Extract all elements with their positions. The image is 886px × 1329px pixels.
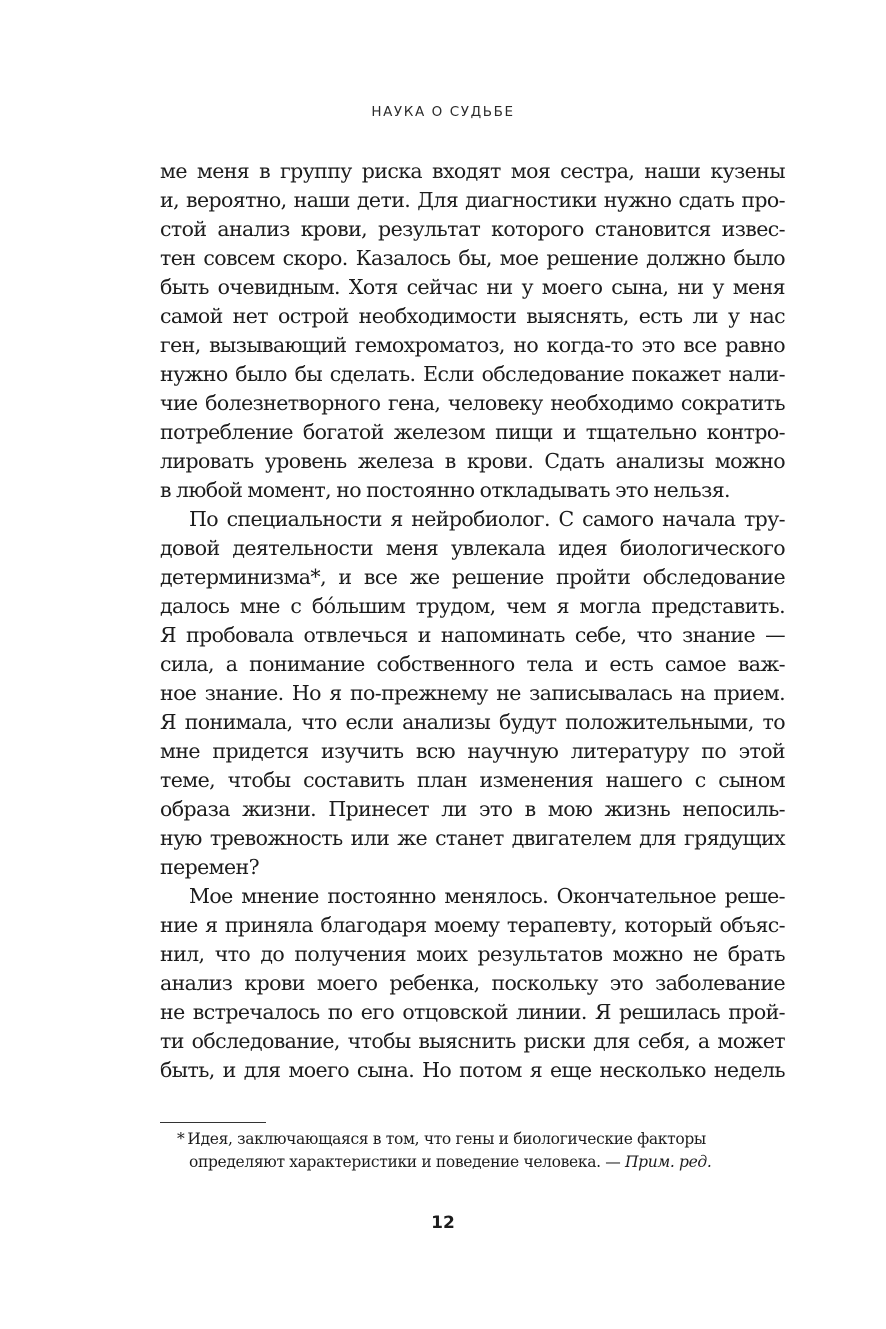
text-line: ную тревожность или же станет двигателем для грядущих <box>160 826 785 850</box>
running-head: НАУКА О СУДЬБЕ <box>371 104 515 120</box>
text-line: самой нет острой необходимости выяснять, есть ли у нас <box>160 304 785 328</box>
footnote <box>177 1128 785 1174</box>
text-line: перемен? <box>160 855 259 879</box>
footnote-line-2 <box>177 1151 785 1174</box>
text-line: ное знание. Но я по-прежнему не записывалась на прием. <box>160 681 785 705</box>
text-line: Мое мнение постоянно менялось. Окончательное реше- <box>189 884 785 908</box>
body-text <box>160 157 785 1085</box>
text-line: далось мне с бóльшим трудом, чем я могла представить. <box>160 594 785 618</box>
footnote-mark: * <box>177 1130 185 1148</box>
text-line: быть очевидным. Хотя сейчас ни у моего сына, ни у меня <box>160 275 785 299</box>
paragraph <box>160 157 785 505</box>
paragraph <box>160 882 785 1085</box>
text-line: теме, чтобы составить план изменения нашего с сыном <box>160 768 785 792</box>
text-line: образа жизни. Принесет ли это в мою жизнь непосиль- <box>160 797 785 821</box>
text-line: Я пробовала отвлечься и напоминать себе, что знание — <box>160 623 785 647</box>
paragraph <box>160 505 785 882</box>
text-line: не встречалось по его отцовской линии. Я решилась прой- <box>160 1000 785 1024</box>
text-line: в любой момент, но постоянно откладывать это нельзя. <box>160 478 730 502</box>
text-line: тен совсем скоро. Казалось бы, мое решение должно было <box>160 246 785 270</box>
text-line: По специальности я нейробиолог. С самого начала тру- <box>189 507 785 531</box>
footnote-line-1 <box>177 1128 785 1151</box>
text-line: Я понимала, что если анализы будут положительными, то <box>160 710 785 734</box>
footnote-text-1: Идея, заключающаяся в том, что гены и биологические факторы <box>187 1130 706 1148</box>
text-line: чие болезнетворного гена, человеку необходимо сократить <box>160 391 785 415</box>
text-line: нил, что до получения моих результатов можно не брать <box>160 942 785 966</box>
text-line: детерминизма*, и все же решение пройти обследование <box>160 565 785 589</box>
text-line: лировать уровень железа в крови. Сдать анализы можно <box>160 449 785 473</box>
footnote-text-2: определяют характеристики и поведение человека. — <box>189 1153 625 1171</box>
text-line: ти обследование, чтобы выяснить риски для себя, а может <box>160 1029 785 1053</box>
text-line: анализ крови моего ребенка, поскольку это заболевание <box>160 971 785 995</box>
text-line: довой деятельности меня увлекала идея биологического <box>160 536 785 560</box>
text-line: нужно было бы сделать. Если обследование покажет нали- <box>160 362 785 386</box>
text-line: потребление богатой железом пищи и тщательно контро- <box>160 420 785 444</box>
footnote-rule <box>160 1122 266 1123</box>
text-line: ние я приняла благодаря моему терапевту, который объяс- <box>160 913 785 937</box>
text-line: сила, а понимание собственного тела и есть самое важ- <box>160 652 785 676</box>
text-line: ген, вызывающий гемохроматоз, но когда-то это все равно <box>160 333 785 357</box>
page-number: 12 <box>431 1213 455 1233</box>
text-line: стой анализ крови, результат которого становится извес- <box>160 217 785 241</box>
text-line: мне придется изучить всю научную литературу по этой <box>160 739 785 763</box>
text-line: и, вероятно, наши дети. Для диагностики нужно сдать про- <box>160 188 785 212</box>
footnote-editor-note: Прим. ред. <box>624 1153 712 1171</box>
text-line: ме меня в группу риска входят моя сестра, наши кузены <box>160 159 785 183</box>
text-line: быть, и для моего сына. Но потом я еще несколько недель <box>160 1058 785 1082</box>
